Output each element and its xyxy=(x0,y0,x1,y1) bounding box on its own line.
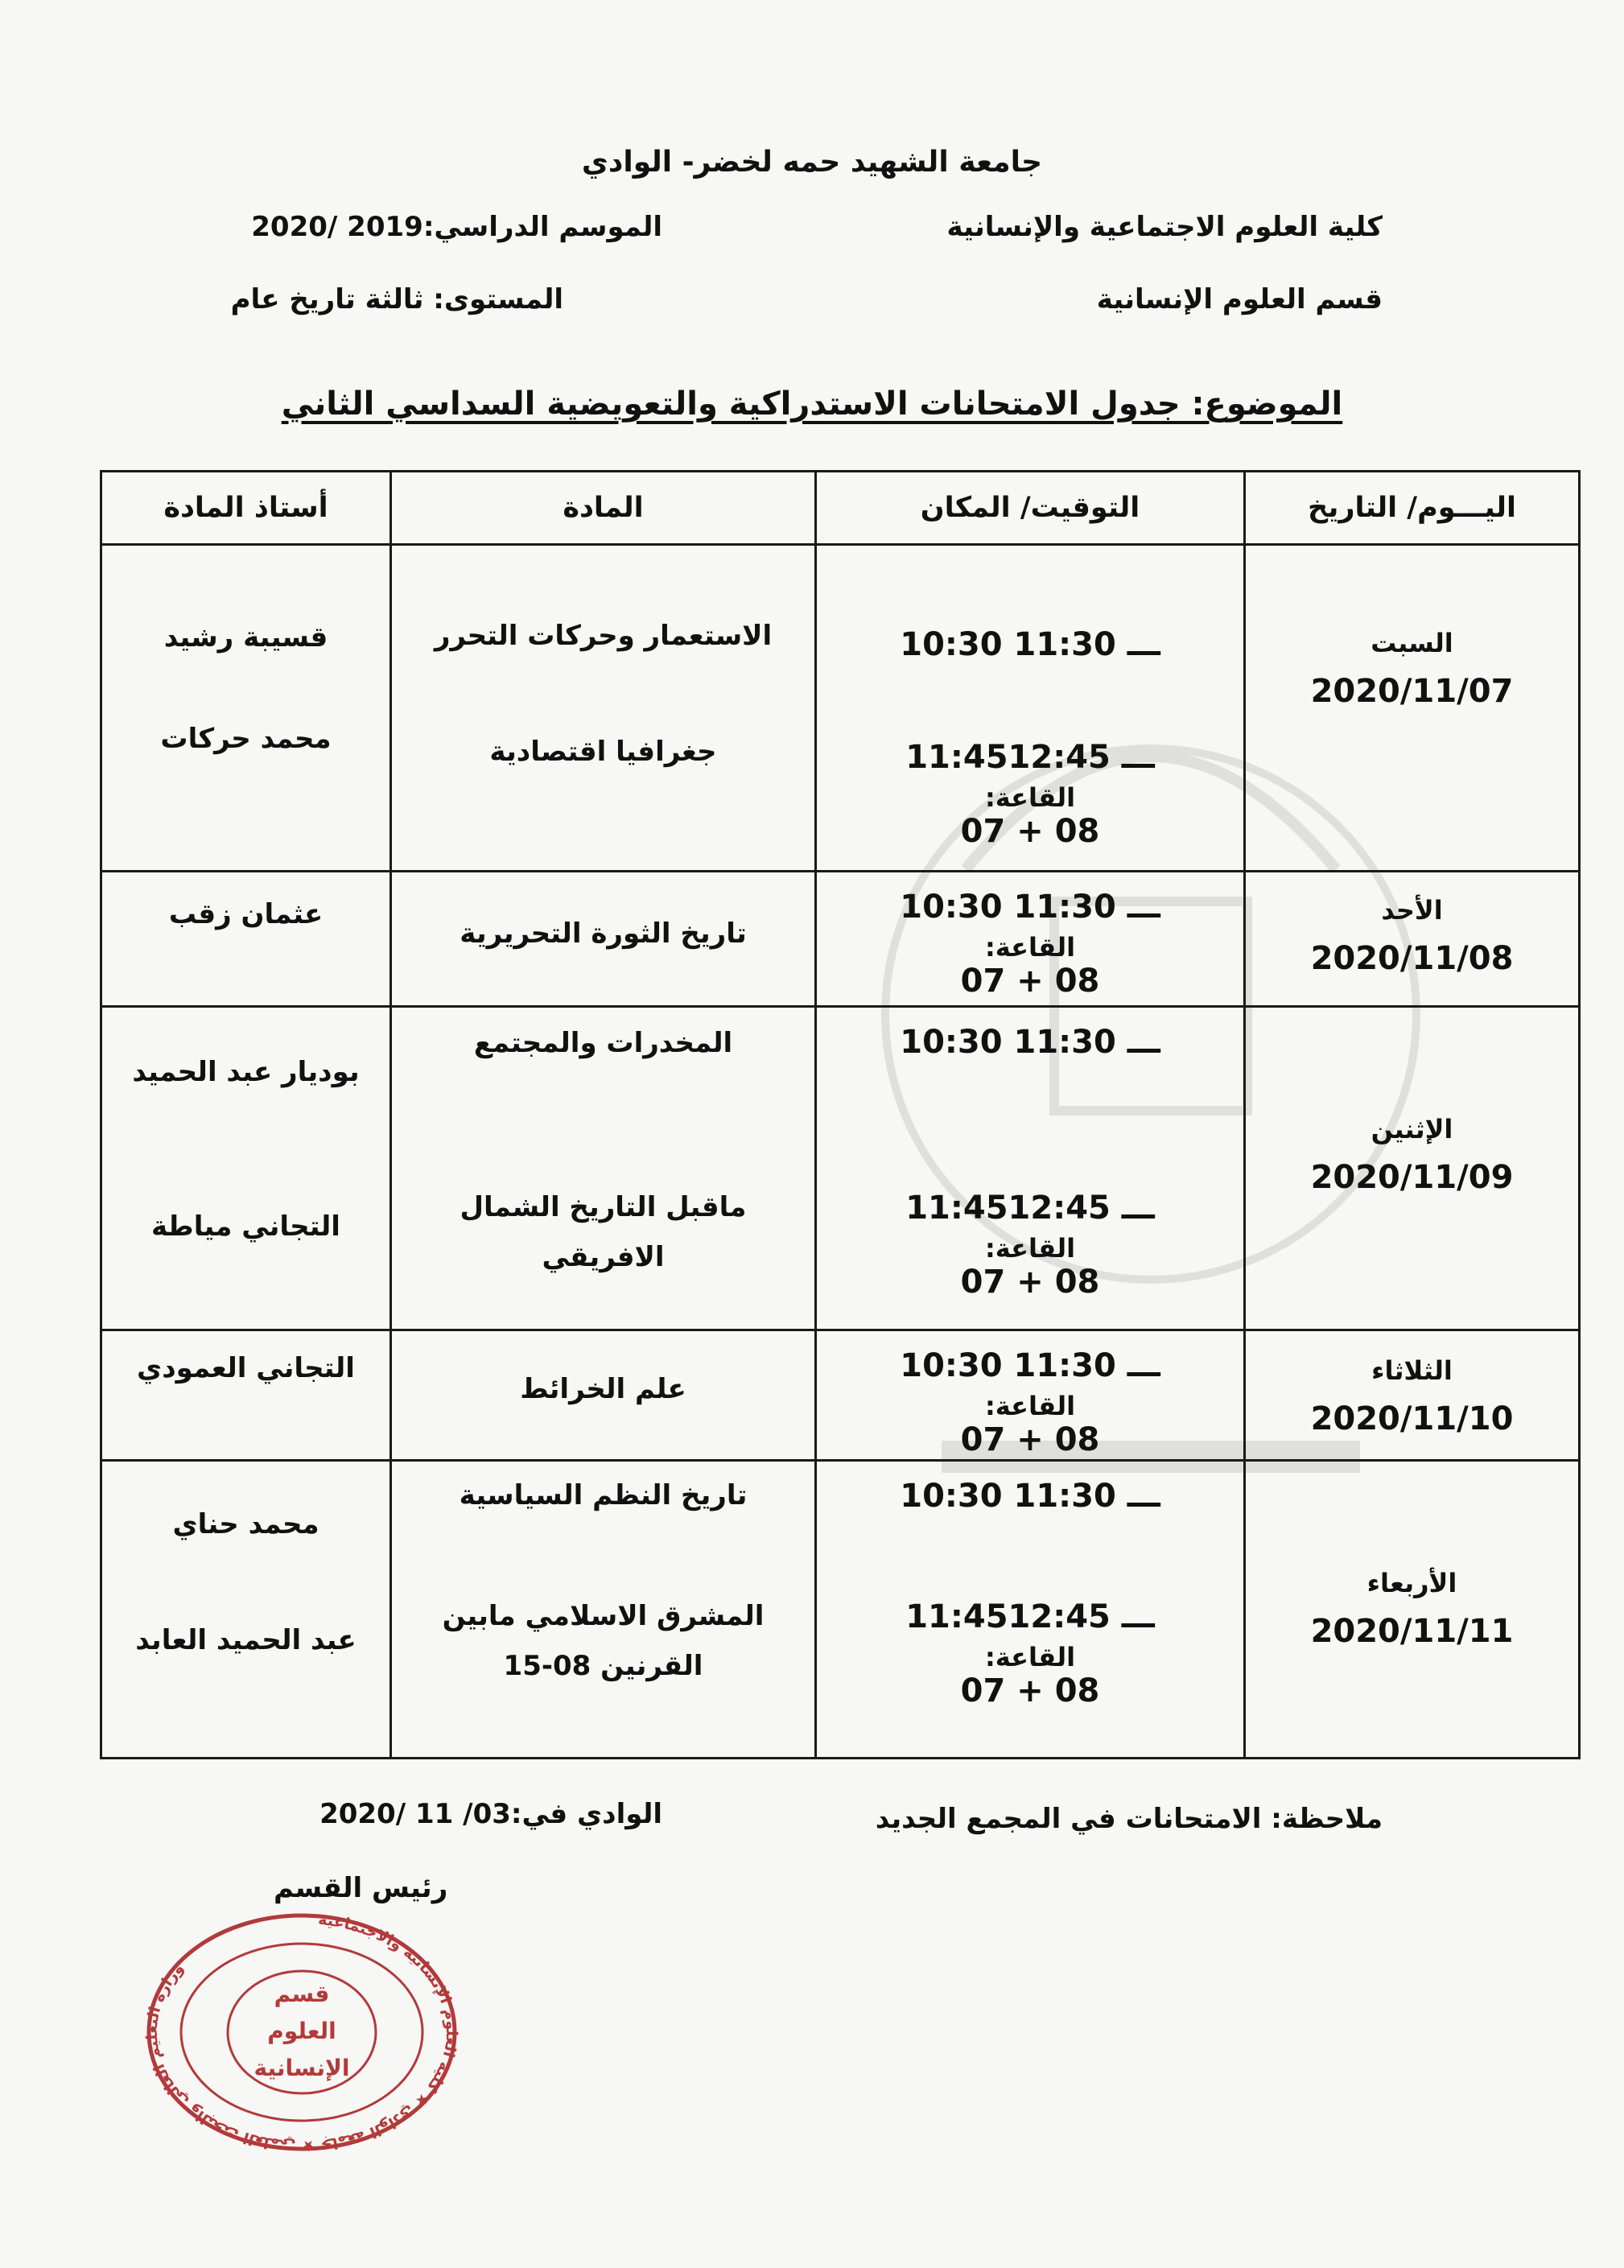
hall-label: القاعة: xyxy=(984,932,1076,963)
professor-name: بوديار عبد الحميد xyxy=(132,1056,360,1088)
study-level: المستوى: ثالثة تاريخ عام xyxy=(230,283,563,315)
day-date-cell xyxy=(1245,1007,1580,1330)
professor-name: التجاني العمودي xyxy=(137,1352,355,1384)
course-cell xyxy=(391,545,816,872)
course-name: ماقبل التاريخ الشمال xyxy=(460,1191,747,1223)
header-course: المادة xyxy=(391,472,816,545)
course-name: تاريخ النظم السياسية xyxy=(459,1479,748,1511)
time-slot: 11:45ـــ 12:45 xyxy=(905,1598,1155,1635)
exam-schedule-table xyxy=(100,470,1581,1759)
day-date-cell xyxy=(1245,872,1580,1007)
professor-cell xyxy=(101,1461,391,1759)
course-name-continued: القرنين 08-15 xyxy=(503,1650,703,1682)
header-day-date: اليـــوم/ التاريخ xyxy=(1245,472,1580,545)
stamp-line-1: قسم xyxy=(274,1981,330,2007)
department-head-title: رئيس القسم xyxy=(274,1872,448,1904)
document-subject: الموضوع: جدول الامتحانات الاستدراكية والتعويضية السداسي الثاني xyxy=(281,386,1343,423)
time-place-cell xyxy=(816,545,1245,872)
professor-name: قسيبة رشيد xyxy=(163,621,328,654)
academic-season: الموسم الدراسي:2019 /2020 xyxy=(251,211,662,243)
professor-cell xyxy=(101,1330,391,1461)
exam-date: 2020/11/07 xyxy=(1310,673,1514,710)
course-name: تاريخ الثورة التحريرية xyxy=(460,918,747,950)
course-name: علم الخرائط xyxy=(520,1373,686,1405)
course-cell xyxy=(391,872,816,1007)
course-cell xyxy=(391,1007,816,1330)
exam-hall xyxy=(961,1642,1100,1709)
hall-numbers: 07 + 08 xyxy=(960,1264,1100,1301)
day-name: الإثنين xyxy=(1371,1114,1453,1144)
course-name: الاستعمار وحركات التحرر xyxy=(434,620,773,652)
professor-name: عبد الحميد العابد xyxy=(135,1624,357,1656)
hall-label: القاعة: xyxy=(984,1233,1076,1264)
professor-name: محمد حركات xyxy=(160,723,332,755)
course-name: المشرق الاسلامي مابين xyxy=(442,1600,765,1632)
course-cell xyxy=(391,1330,816,1461)
day-date-cell xyxy=(1245,1330,1580,1461)
time-slot: 10:30 ـــ 11:30 xyxy=(900,1347,1160,1384)
day-name: الأربعاء xyxy=(1366,1568,1457,1598)
day-name: الثلاثاء xyxy=(1371,1355,1453,1386)
time-place-cell xyxy=(816,1461,1245,1759)
stamp-line-3: الإنسانية xyxy=(253,2055,350,2081)
hall-numbers: 07 + 08 xyxy=(960,963,1100,1000)
hall-label: القاعة: xyxy=(984,1391,1076,1421)
hall-label: القاعة: xyxy=(984,1642,1076,1672)
professor-name: التجاني مياطة xyxy=(151,1210,340,1243)
professor-cell xyxy=(101,1007,391,1330)
exam-date: 2020/11/11 xyxy=(1310,1613,1514,1650)
department-stamp xyxy=(141,1895,463,2161)
course-cell xyxy=(391,1461,816,1759)
issue-place-date: الوادي في:03/ 11 /2020 xyxy=(319,1798,662,1830)
day-name: السبت xyxy=(1371,628,1453,658)
exam-hall xyxy=(961,1391,1100,1458)
table-header-row xyxy=(101,472,1580,545)
time-place-cell xyxy=(816,1330,1245,1461)
time-slot: 10:30 ـــ 11:30 xyxy=(900,1478,1160,1515)
time-place-cell xyxy=(816,872,1245,1007)
table-row xyxy=(101,1461,1580,1759)
time-slot: 10:30 ـــ 11:30 xyxy=(900,1024,1160,1061)
hall-numbers: 07 + 08 xyxy=(960,813,1100,850)
day-date-cell xyxy=(1245,545,1580,872)
exam-hall xyxy=(961,1233,1100,1301)
exam-location-note: ملاحظة: الامتحانات في المجمع الجديد xyxy=(875,1803,1383,1835)
professor-cell xyxy=(101,545,391,872)
time-slot: 10:30 ـــ 11:30 xyxy=(900,626,1160,663)
university-name: جامعة الشهيد حمه لخضر- الوادي xyxy=(581,146,1043,179)
exam-hall xyxy=(961,782,1100,850)
professor-name: عثمان زقب xyxy=(168,898,324,930)
department-name: قسم العلوم الإنسانية xyxy=(1096,283,1383,315)
time-slot: 10:30 ـــ 11:30 xyxy=(900,889,1160,926)
stamp-line-2: العلوم xyxy=(267,2018,336,2044)
table-row xyxy=(101,872,1580,1007)
professor-cell xyxy=(101,872,391,1007)
header-professor: أستاذ المادة xyxy=(101,472,391,545)
exam-hall xyxy=(961,932,1100,1000)
exam-date: 2020/11/10 xyxy=(1310,1400,1514,1437)
professor-name: محمد حناي xyxy=(172,1508,319,1540)
course-name: جغرافيا اقتصادية xyxy=(489,736,717,768)
table-row xyxy=(101,1330,1580,1461)
day-date-cell xyxy=(1245,1461,1580,1759)
day-name: الأحد xyxy=(1381,895,1443,926)
faculty-name: كلية العلوم الاجتماعية والإنسانية xyxy=(946,211,1383,243)
time-slot: 11:45ـــ 12:45 xyxy=(905,1190,1155,1227)
course-name-continued: الافريقي xyxy=(542,1241,665,1273)
exam-date: 2020/11/09 xyxy=(1310,1159,1514,1196)
table-row xyxy=(101,545,1580,872)
time-slot: 11:45ـــ 12:45 xyxy=(905,739,1155,776)
hall-numbers: 07 + 08 xyxy=(960,1672,1100,1709)
hall-numbers: 07 + 08 xyxy=(960,1421,1100,1458)
exam-date: 2020/11/08 xyxy=(1310,940,1514,977)
course-name: المخدرات والمجتمع xyxy=(473,1027,733,1059)
stamp-ring-text: وزارة التعليم العالي والبحث العلمي ★ جامعة الوادي ★ كلية العلوم الإنسانية والاجتماعية xyxy=(142,1910,461,2155)
time-place-cell xyxy=(816,1007,1245,1330)
header-time-place: التوقيت/ المكان xyxy=(816,472,1245,545)
table-row xyxy=(101,1007,1580,1330)
hall-label: القاعة: xyxy=(984,782,1076,813)
